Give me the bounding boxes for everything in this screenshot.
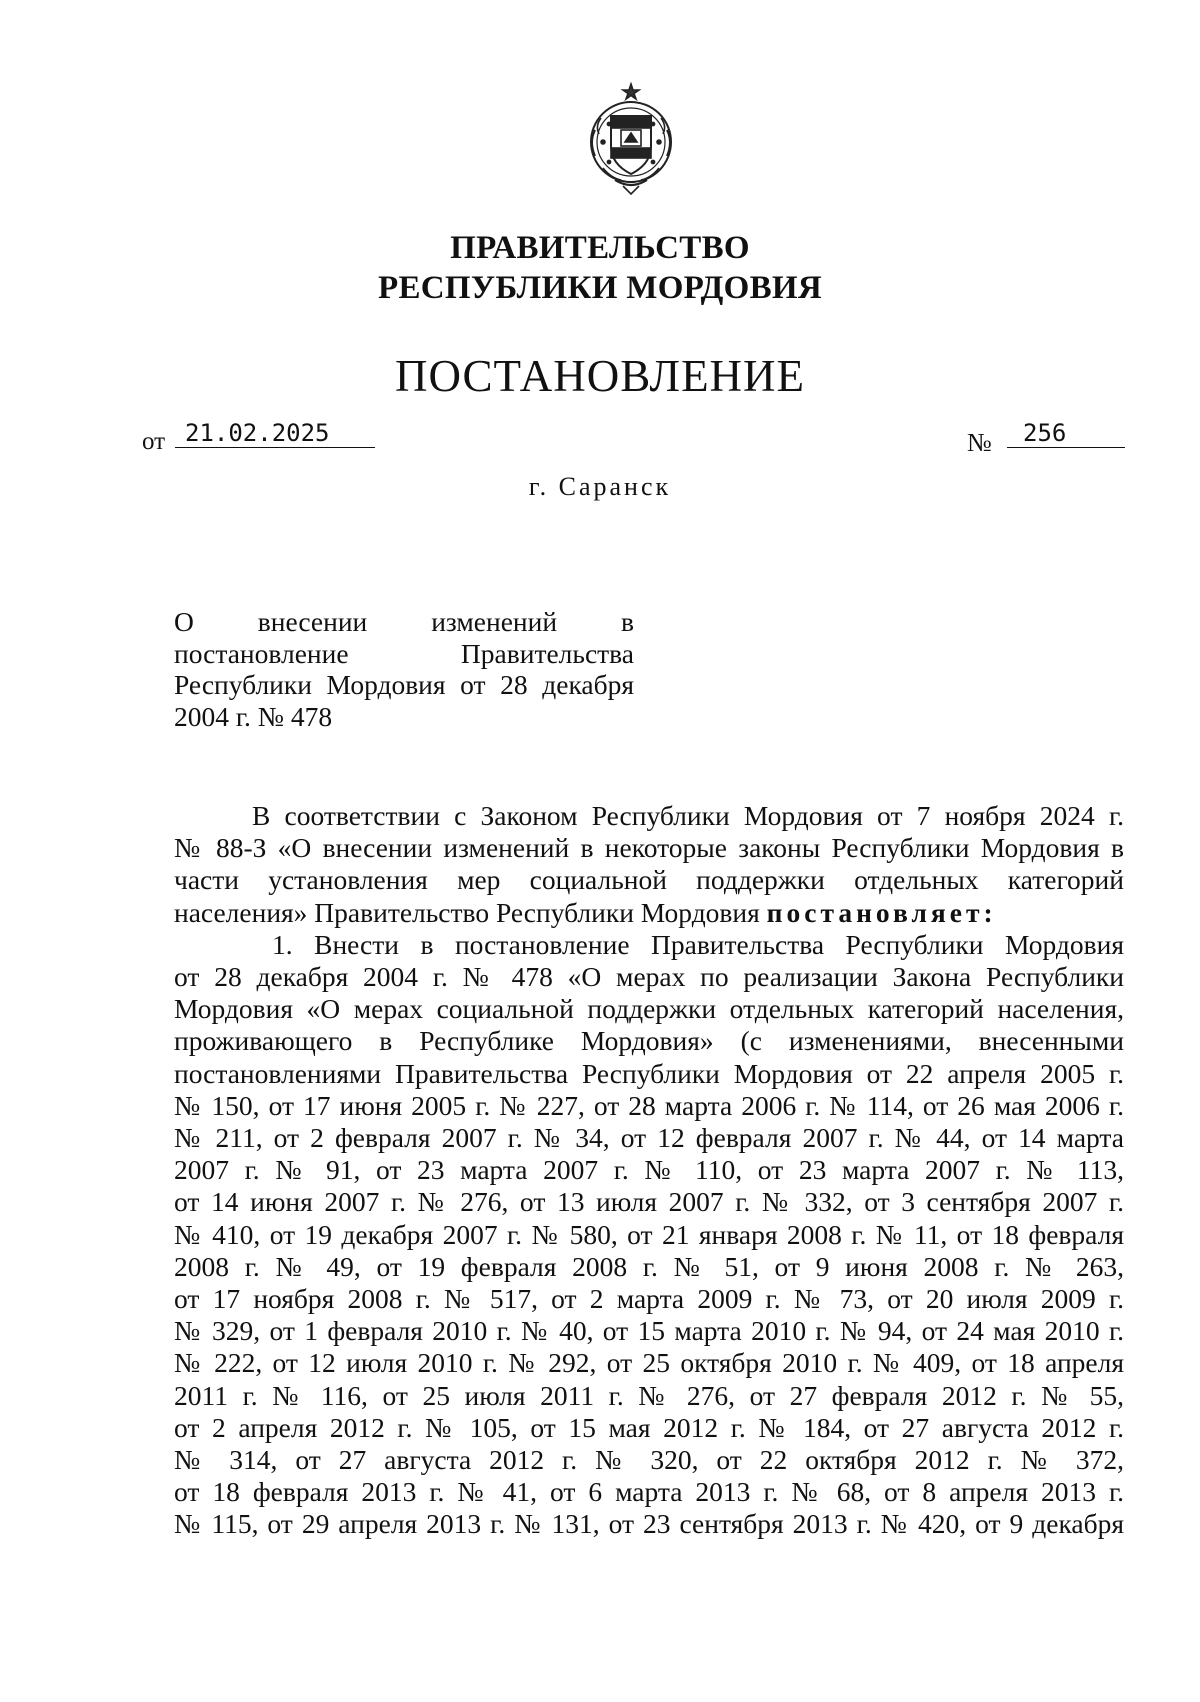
body-line: от 17 ноября 2008 г. № 517, от 2 марта 2009 г. № 73, от 20 июля 2009 г. xyxy=(174,1283,1124,1315)
body-line: постановлениями Правительства Республики Мордовия от 22 апреля 2005 г. xyxy=(174,1057,1124,1089)
subject-line: О внесении изменений в xyxy=(174,606,634,637)
document-number: 256 xyxy=(1007,418,1125,448)
body-line: 2008 г. № 49, от 19 февраля 2008 г. № 51, от 9 июня 2008 г. № 263, xyxy=(174,1250,1124,1282)
decision-word: постановляет: xyxy=(766,896,997,928)
authority-title-line2: РЕСПУБЛИКИ МОРДОВИЯ xyxy=(377,270,822,306)
coat-of-arms-mordovia-icon xyxy=(581,82,681,198)
body-line: № 88-З «О внесении изменений в некоторые законы Республики Мордовия в xyxy=(174,832,1124,864)
authority-title-line1: ПРАВИТЕЛЬСТВО xyxy=(450,230,750,266)
subject-line: Республики Мордовия от 28 декабря xyxy=(174,669,634,700)
body-line: № 329, от 1 февраля 2010 г. № 40, от 15 марта 2010 г. № 94, от 24 мая 2010 г. xyxy=(174,1315,1124,1347)
body-line: В соответствии с Законом Республики Мордовия от 7 ноября 2024 г. xyxy=(252,800,1124,831)
body-line: 2007 г. № 91, от 23 марта 2007 г. № 110, от 23 марта 2007 г. № 113, xyxy=(174,1154,1124,1186)
body-line: № 222, от 12 июля 2010 г. № 292, от 25 октября 2010 г. № 409, от 18 апреля xyxy=(174,1347,1124,1379)
document-number-field xyxy=(967,418,1137,458)
body-line: № 115, от 29 апреля 2013 г. № 131, от 23 сентября 2013 г. № 420, от 9 декабря xyxy=(174,1508,1124,1540)
number-prefix: № xyxy=(967,428,992,457)
body-line: 2011 г. № 116, от 25 июля 2011 г. № 276, от 27 февраля 2012 г. № 55, xyxy=(174,1379,1124,1411)
body-line: части установления мер социальной поддержки отдельных категорий xyxy=(174,864,1124,896)
body-line-decision xyxy=(174,897,1124,929)
body-line: от 14 июня 2007 г. № 276, от 13 июля 2007 г. № 332, от 3 сентября 2007 г. xyxy=(174,1186,1124,1218)
body-line: № 211, от 2 февраля 2007 г. № 34, от 12 февраля 2007 г. № 44, от 14 марта xyxy=(174,1122,1124,1154)
body-line: Мордовия «О мерах социальной поддержки отдельных категорий населения, xyxy=(174,993,1124,1025)
date-prefix: от xyxy=(142,428,166,455)
subject-line: постановление Правительства xyxy=(174,637,634,669)
city-name: г. Саранск xyxy=(528,472,672,501)
body-line: проживающего в Республике Мордовия» (с изменениями, внесенными xyxy=(174,1025,1124,1057)
document-date: 21.02.2025 xyxy=(175,418,375,448)
body-line: № 314, от 27 августа 2012 г. № 320, от 22 октября 2012 г. № 372, xyxy=(174,1444,1124,1476)
document-subject xyxy=(174,606,634,732)
body-line: от 2 апреля 2012 г. № 105, от 15 мая 2012 г. № 184, от 27 августа 2012 г. xyxy=(174,1411,1124,1443)
body-line: 1. Внести в постановление Правительства Республики Мордовия xyxy=(272,928,1124,960)
body-line: от 28 декабря 2004 г. № 478 «О мерах по реализации Закона Республики xyxy=(174,961,1124,993)
document-date-field xyxy=(142,418,382,458)
subject-line: 2004 г. № 478 xyxy=(174,700,333,732)
body-line: № 410, от 19 декабря 2007 г. № 580, от 21 января 2008 г. № 11, от 18 февраля xyxy=(174,1218,1124,1250)
document-type-title: ПОСТАНОВЛЕНИЕ xyxy=(394,351,806,401)
body-line: № 150, от 17 июня 2005 г. № 227, от 28 марта 2006 г. № 114, от 26 мая 2006 г. xyxy=(174,1089,1124,1121)
body-line: от 18 февраля 2013 г. № 41, от 6 марта 2013 г. № 68, от 8 апреля 2013 г. xyxy=(174,1476,1124,1508)
document-body xyxy=(174,800,1124,1541)
decision-lead-text: населения» Правительство Республики Мордовия xyxy=(174,896,767,928)
